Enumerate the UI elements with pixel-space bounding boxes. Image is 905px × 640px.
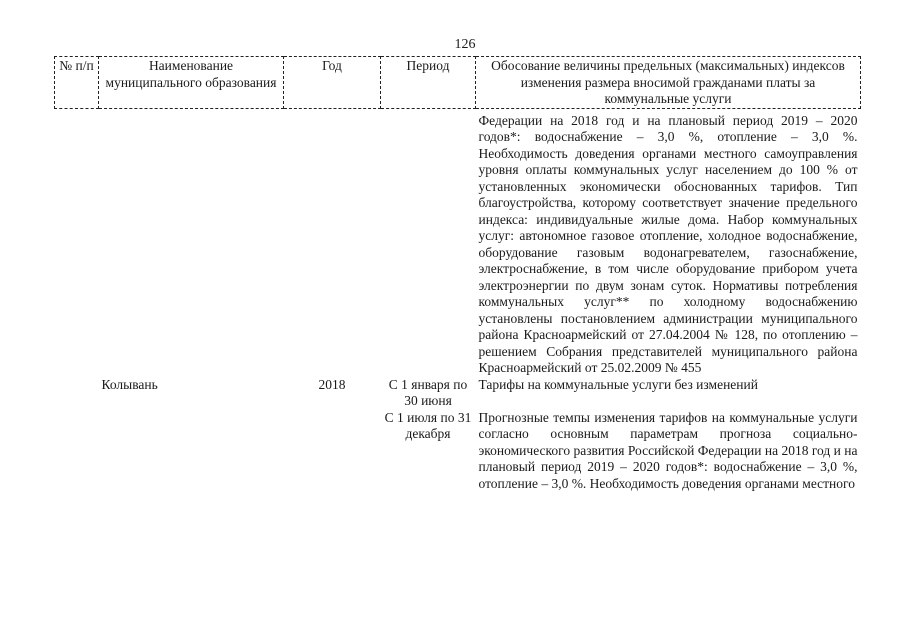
cell-municipality-name [99,410,284,493]
cell-year [284,410,381,493]
cell-number [55,377,99,410]
cell-year: 2018 [318,376,346,392]
page-number: 126 [454,37,476,52]
header-number: № п/п [55,57,99,109]
cell-year [284,113,381,377]
cell-period [381,113,476,377]
table-header-row [55,57,861,109]
cell-justification: Федерации на 2018 год и на плановый период 2019 – 2020 годов*: водоснабжение – 3,0 %, отопление – 3,0 %. Необходимость доведения органами местного самоуправления уровня оплаты коммунальных услуг населением до 100 % от установленных экономически обоснованных тарифов. Тип благоустройства, которому соответствует значение предельного индекса: индивидуальные жилые дома. Набор коммунальных услуг: автономное газовое отопление, холодное водоснабжение, оборудование газовым водонагревателем, газоснабжение, электроснабжение, в том числе оборудование прибором учета электроэнергии по двум зонам суток. Нормативы потребления коммунальных услуг** по холодному водоснабжению установлены постановлением администрации муниципального района Красноармейский от 27.04.2004 № 128, по отоплению – решением Собрания представителей муниципального района Красноармейский от 25.02.2009 № 455 [478,112,858,375]
tariff-index-table [54,56,861,492]
header-municipality-name: Наименование муниципального образования [99,57,284,109]
table-row [55,410,861,493]
cell-period: С 1 января по 30 июня [388,376,468,408]
cell-municipality-name [99,113,284,377]
cell-justification: Тарифы на коммунальные услуги без изменений [478,376,758,392]
table-row [55,377,861,410]
cell-period: С 1 июля по 31 декабря [384,409,472,441]
cell-justification: Прогнозные темпы изменения тарифов на коммунальные услуги согласно основным параметрам прогноза социально-экономического развития Российской Федерации на 2018 год и на плановый период 2019 – 2020 годов*: водоснабжение – 3,0 %, отопление – 3,0 %. Необходимость доведения органами местного [478,409,858,491]
header-period: Период [381,57,476,109]
cell-number [55,410,99,493]
cell-municipality-name: Колывань [101,376,158,392]
cell-number [55,113,99,377]
header-year: Год [284,57,381,109]
header-justification: Обосование величины предельных (максимальных) индексов изменения размера вносимой гражданами платы за коммунальные услуги [476,57,861,109]
table-row [55,113,861,377]
